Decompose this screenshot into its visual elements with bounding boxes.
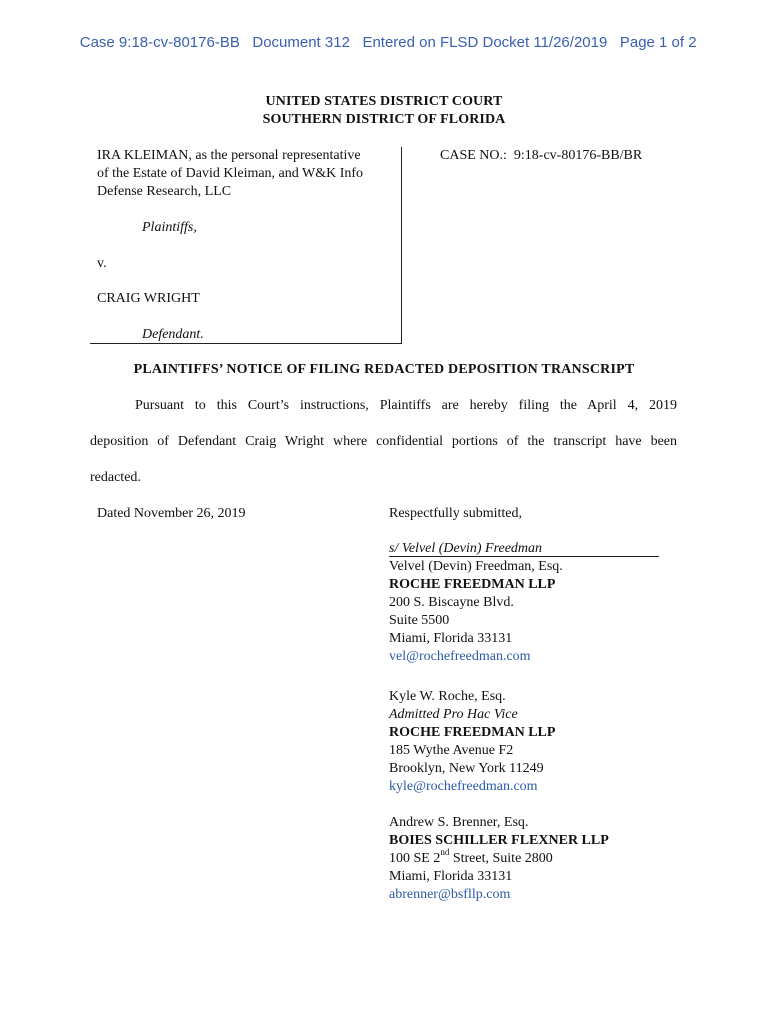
attorney-email-link[interactable]: kyle@rochefreedman.com	[389, 779, 538, 794]
body-line-1	[90, 388, 677, 424]
address-prefix: 100 SE 2	[389, 851, 441, 866]
header-case: Case 9:18-cv-80176-BB	[79, 34, 240, 51]
case-no-value: 9:18-cv-80176-BB/BR	[513, 148, 643, 163]
s-signature: s/ Velvel (Devin) Freedman	[389, 541, 543, 556]
case-no-label: CASE NO.:	[440, 148, 507, 163]
attorney-name: Kyle W. Roche, Esq.	[389, 689, 506, 704]
attorney-block-2	[389, 688, 555, 796]
versus: v.	[97, 256, 107, 271]
attorney-block-1	[389, 558, 563, 666]
court-name-line2: SOUTHERN DISTRICT OF FLORIDA	[262, 112, 506, 127]
attorney-note: Admitted Pro Hac Vice	[389, 707, 518, 722]
attorney-address: Suite 5500	[389, 613, 450, 628]
defendant-label: Defendant.	[142, 327, 204, 342]
header-document: Document 312	[252, 34, 350, 51]
plaintiff-line: of the Estate of David Kleiman, and W&K Info	[97, 166, 364, 181]
plaintiff-caption	[97, 147, 397, 201]
attorney-city: Miami, Florida 33131	[389, 869, 513, 884]
case-number	[440, 147, 642, 165]
attorney-firm: BOIES SCHILLER FLEXNER LLP	[389, 833, 609, 848]
body-line-2: deposition of Defendant Craig Wright where confidential portions of the transcript have been	[90, 434, 677, 449]
attorney-name: Andrew S. Brenner, Esq.	[389, 815, 529, 830]
body-text-1: Pursuant to this Court’s instructions, Plaintiffs are hereby filing the April 4, 2019	[135, 398, 677, 413]
attorney-address: 185 Wythe Avenue F2	[389, 743, 514, 758]
court-name-line1: UNITED STATES DISTRICT COURT	[265, 94, 503, 109]
signature-rule	[389, 556, 659, 557]
attorney-firm: ROCHE FREEDMAN LLP	[389, 725, 556, 740]
plaintiff-line: IRA KLEIMAN, as the personal representative	[97, 148, 361, 163]
attorney-address	[389, 847, 609, 868]
plaintiffs-label: Plaintiffs,	[142, 220, 197, 235]
docket-header	[0, 17, 768, 51]
address-sup: nd	[440, 847, 450, 858]
attorney-city: Brooklyn, New York 11249	[389, 761, 544, 776]
defendant-name: CRAIG WRIGHT	[97, 291, 200, 306]
plaintiff-line: Defense Research, LLC	[97, 184, 232, 199]
address-suffix: Street, Suite 2800	[449, 851, 553, 866]
caption-horizontal-rule	[90, 343, 402, 344]
attorney-firm: ROCHE FREEDMAN LLP	[389, 577, 556, 592]
attorney-block-3	[389, 814, 609, 904]
header-page: Page 1 of 2	[619, 34, 697, 51]
caption-vertical-rule	[401, 147, 402, 344]
notice-title: PLAINTIFFS’ NOTICE OF FILING REDACTED DEPOSITION TRANSCRIPT	[133, 362, 635, 377]
dated-line: Dated November 26, 2019	[97, 506, 246, 521]
attorney-address: 200 S. Biscayne Blvd.	[389, 595, 514, 610]
attorney-city: Miami, Florida 33131	[389, 631, 513, 646]
attorney-email-link[interactable]: abrenner@bsfllp.com	[389, 887, 511, 902]
header-entered: Entered on FLSD Docket 11/26/2019	[362, 34, 608, 51]
body-line-3: redacted.	[90, 470, 141, 485]
attorney-email-link[interactable]: vel@rochefreedman.com	[389, 649, 531, 664]
closing: Respectfully submitted,	[389, 506, 522, 521]
attorney-name: Velvel (Devin) Freedman, Esq.	[389, 559, 563, 574]
